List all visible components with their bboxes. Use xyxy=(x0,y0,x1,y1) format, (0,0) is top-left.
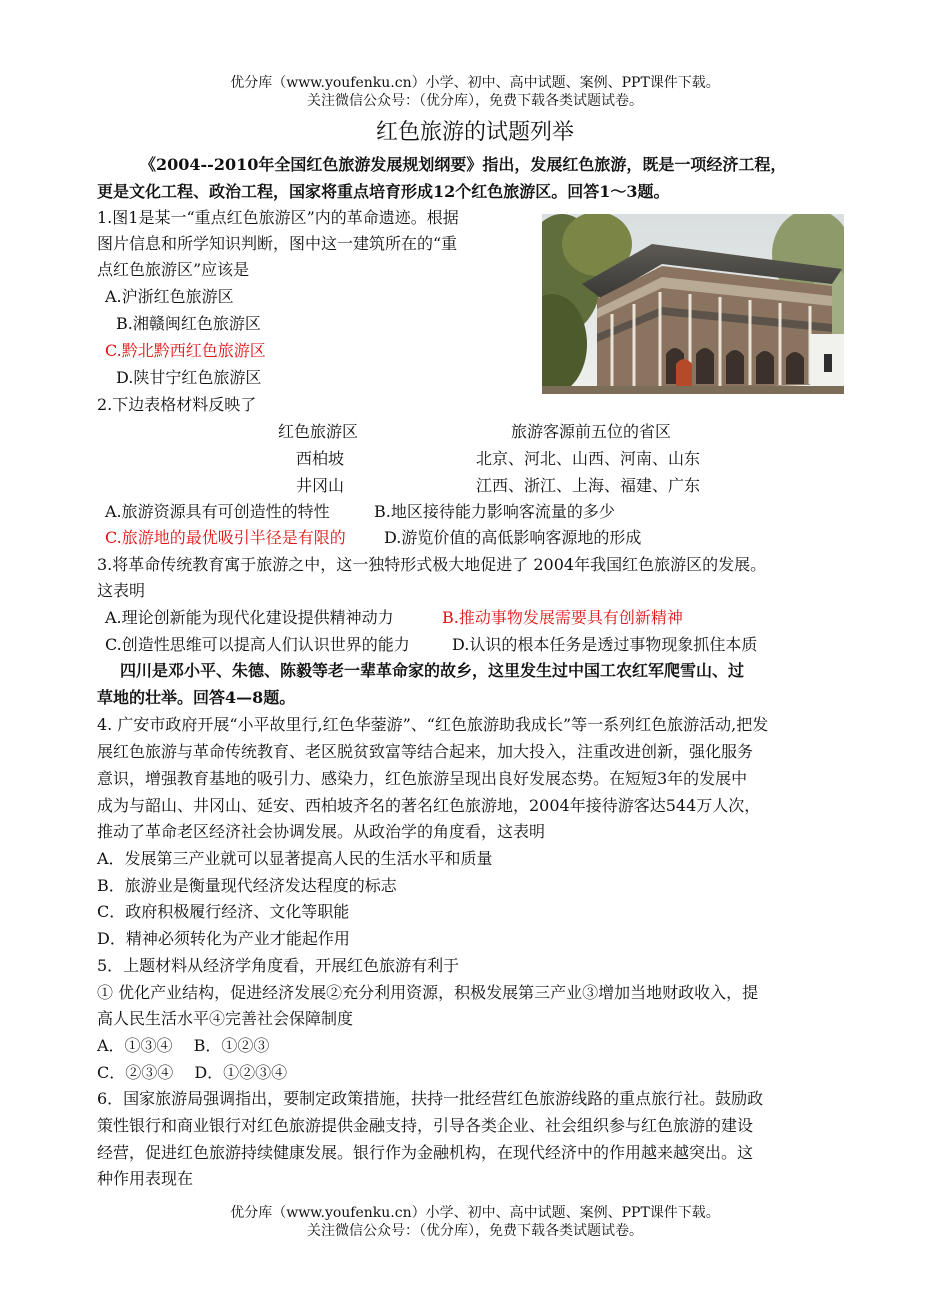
q4-option-d: D．精神必须转化为产业才能起作用 xyxy=(97,929,350,948)
q4-stem-line-4: 成为与韶山、井冈山、延安、西柏坡齐名的著名红色旅游地，2004年接待游客达544万人次， xyxy=(97,796,761,815)
q4-option-c: C．政府积极履行经济、文化等职能 xyxy=(97,902,350,921)
intro2-line-2: 草地的壮举。回答4—8题。 xyxy=(97,688,296,707)
intro-line-1: 《2004--2010年全国红色旅游发展规划纲要》指出，发展红色旅游，既是一项经济工程， xyxy=(140,155,787,174)
q3-option-c: C.创造性思维可以提高人们认识世界的能力 xyxy=(105,635,410,654)
revolutionary-building-photo xyxy=(542,214,844,394)
table-header-source: 旅游客源前五位的省区 xyxy=(511,422,672,441)
q2-option-b: B.地区接待能力影响客流量的多少 xyxy=(374,502,615,521)
q2-option-c: C.旅游地的最优吸引半径是有限的 xyxy=(105,528,346,547)
q5-stem: 5．上题材料从经济学角度看，开展红色旅游有利于 xyxy=(97,956,460,975)
q3-option-b: B.推动事物发展需要具有创新精神 xyxy=(442,608,683,627)
q1-stem-line-1: 1.图1是某一“重点红色旅游区”内的革命遗迹。根据 xyxy=(97,208,459,227)
q1-stem-line-2: 图片信息和所学知识判断，图中这一建筑所在的“重 xyxy=(97,234,458,253)
q4-option-a: A．发展第三产业就可以显著提高人民的生活水平和质量 xyxy=(97,849,493,868)
q1-stem-line-3: 点红色旅游区”应该是 xyxy=(97,260,250,279)
q4-option-b: B．旅游业是衡量现代经济发达程度的标志 xyxy=(97,876,397,895)
intro2-line-1: 四川是邓小平、朱德、陈毅等老一辈革命家的故乡，这里发生过中国工农红军爬雪山、过 xyxy=(120,661,745,680)
table-row-2-source: 江西、浙江、上海、福建、广东 xyxy=(476,476,701,495)
q5-options-ab: A．①③④ B．①②③ xyxy=(97,1036,270,1055)
q5-options-cd: C．②③④ D．①②③④ xyxy=(97,1063,288,1082)
q3-option-a: A.理论创新能为现代化建设提供精神动力 xyxy=(105,608,394,627)
q6-stem-line-1: 6．国家旅游局强调指出，要制定政策措施，扶持一批经营红色旅游线路的重点旅行社。鼓励政 xyxy=(97,1089,764,1108)
q4-stem-line-1: 4. 广安市政府开展“小平故里行,红色华蓥游”、“红色旅游助我成长”等一系列红色旅游活动,把发 xyxy=(97,715,769,734)
header-line-1: 优分库（www.youfenku.cn）小学、初中、高中试题、案例、PPT课件下载。 xyxy=(230,75,720,91)
q6-stem-line-4: 种作用表现在 xyxy=(97,1169,194,1188)
q2-option-a: A.旅游资源具有可创造性的特性 xyxy=(105,502,330,521)
q1-option-c: C.黔北黔西红色旅游区 xyxy=(105,341,266,360)
q4-stem-line-5: 推动了革命老区经济社会协调发展。从政治学的角度看，这表明 xyxy=(97,822,546,841)
intro-line-2: 更是文化工程、政治工程，国家将重点培育形成12个红色旅游区。回答1～3题。 xyxy=(97,182,670,201)
q6-stem-line-2: 策性银行和商业银行对红色旅游提供金融支持，引导各类企业、社会组织参与红色旅游的建设 xyxy=(97,1116,754,1135)
q4-stem-line-2: 展红色旅游与革命传统教育、老区脱贫致富等结合起来，加大投入，注重改进创新，强化服务 xyxy=(97,742,754,761)
table-row-1-source: 北京、河北、山西、河南、山东 xyxy=(476,449,701,468)
q1-option-a: A.沪浙红色旅游区 xyxy=(105,287,234,306)
q2-option-d: D.游览价值的高低影响客源地的形成 xyxy=(384,528,642,547)
q1-option-d: D.陕甘宁红色旅游区 xyxy=(116,368,262,387)
table-header-region: 红色旅游区 xyxy=(278,422,359,441)
q3-stem-line-2: 这表明 xyxy=(97,581,146,600)
q4-stem-line-3: 意识，增强教育基地的吸引力、感染力，红色旅游呈现出良好发展态势。在短短3年的发展中 xyxy=(97,769,748,788)
q3-stem-line-1: 3.将革命传统教育寓于旅游之中，这一独特形式极大地促进了 2004年我国红色旅游区的发展。 xyxy=(97,555,767,574)
footer-line-2: 关注微信公众号：（优分库），免费下载各类试题试卷。 xyxy=(307,1223,643,1239)
q6-stem-line-3: 经营，促进红色旅游持续健康发展。银行作为金融机构，在现代经济中的作用越来越突出。这 xyxy=(97,1143,754,1162)
footer-line-1: 优分库（www.youfenku.cn）小学、初中、高中试题、案例、PPT课件下载。 xyxy=(230,1205,720,1221)
table-row-2-region: 井冈山 xyxy=(296,476,345,495)
q5-body-line-1: ① 优化产业结构，促进经济发展②充分利用资源，积极发展第三产业③增加当地财政收入，提 xyxy=(97,983,759,1002)
q1-option-b: B.湘赣闽红色旅游区 xyxy=(116,314,261,333)
page-title: 红色旅游的试题列举 xyxy=(375,120,574,145)
q3-option-d: D.认识的根本任务是透过事物现象抓住本质 xyxy=(452,635,758,654)
table-row-1-region: 西柏坡 xyxy=(296,449,345,468)
header-line-2: 关注微信公众号：（优分库），免费下载各类试题试卷。 xyxy=(307,93,643,109)
q2-stem: 2.下边表格材料反映了 xyxy=(97,395,257,414)
q5-body-line-2: 高人民生活水平④完善社会保障制度 xyxy=(97,1009,354,1028)
